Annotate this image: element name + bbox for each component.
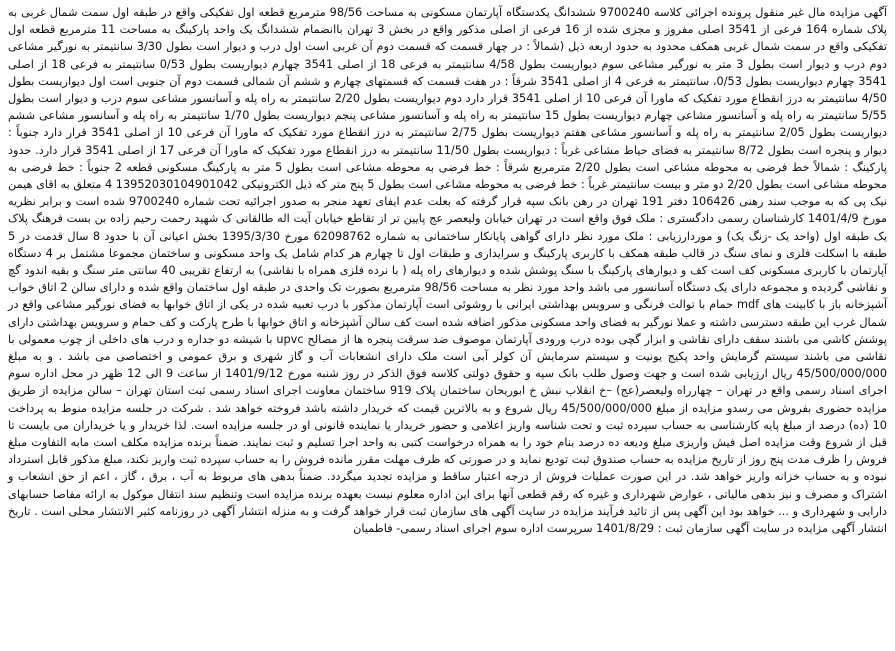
notice-body-text: آگهی مزایده مال غیر منقول پرونده اجرائی کلاسه 9700240 ششدانگ یکدستگاه آپارتمان مسکونی به مساحت 98/56 مترمربع قطعه اول تفکیکی واقع در طبقه اول سمت شمال غربی به پلاک شماره 164 فرعی از 3541 اصلی مفروز و مجزی شده از 16 فرعی از اصلی مذکور واقع در بخش 3 تهران باانضمام ششدانگ یک واحد پارکینگ به مساحت 11 مترمربع قطعه اول تفکیکی واقع در سمت شمال غربی همکف محدود به حدود اربعه ذیل (شمالاً : در چهار قسمت که قسمت دوم آن غربی است اول درب و دیوار است بطول 3/30 سانتیمتر به نورگیر مشاعی دوم درب و دیوار است بطول 3 متر به نورگیر مشاعی سوم دیواریست بطول 4/58 سانتیمتر به فرعی 18 از اصلی 3541 چهارم دیواریست بطول 0/53 سانتیمتر به فرعی 18 از اصلی 3541 چهارم دیواریست بطول 0/53، سانتیمتر به فرعی 4 از اصلی 3541 شرقاً : در هفت قسمت که قسمتهای چهارم و ششم آن شمالی قسمت دوم آن جنوبی است اول دیواریست بطول 4/50 سانتیمتر به درز انقطاع مورد تفکیک که ماورا آن فرعی 10 از اصلی 3541 قرار دارد دوم دیواریست بطول 2/20 سانتیمتر به راه پله و آسانسور مشاعی سوم درب و دیوار است بطول 5/55 سانتیمتر به راه پله و آسانسور مشاعی چهارم دیواریست بطول 15 سانتیمتر به راه پله و آسانسور مشاعی پنجم دیواریست بطول 1/70 سانتیمتر به راه پله و آسانسور مشاعی ششم دیواریست بطول 2/05 سانتیمتر به راه پله و آسانسور مشاعی هفتم دیواریست بطول 2/75 سانتیمتر به درز انقطاع مورد تفکیک که ماورا آن فرعی 10 از اصلی 3541 قرار دارد جنوباً : دیوار و پنجره است بطول 8/72 سانتیمتر به فضای حیاط مشاعی غرباً : دیواریست بطول 11/50 سانتیمتر به درز انقطاع مورد تفکیک که ماورا آن فرعی 17 از اصلی 3541 قرار دارد. حدود پارکینگ : شمالاً خط فرضی به محوطه مشاعی است بطول 2/20 مترمربع شرقاً : خط فرضی به محوطه مشاعی است بطول 5 متر به پارکینگ مسکونی قطعه 2 جنوباً : خط فرضی به محوطه مشاعی است بطول 2/20 دو متر و بیست سانتیمتر غرباً : خط فرضی به محوطه مشاعی است بطول 5 پنج متر که ذیل الکترونیکی 13952030104901042 4 متعلق به اقای هیمن نیک پی که به موجب سند رهنی 106426 دفتر 191 تهران در رهن بانک سپه قرار گرفته که بعلت عدم ایفای تعهد منجر به صدور اجرائیه تحت شماره 9700240 شده است و برابر نظریه مورخ 1401/4/9 کارشناسان رسمی دادگستری : ملک فوق واقع است در تهران خیابان ولیعصر عج پایین تر از تقاطع خیابان آیت اله طالقانی ک شهید رحمت رحیم زاده بن بست فرهنگ پلاک یک طبقه اول (واحد یک -زنگ یک) و موردارزیابی : ملک مورد نظر دارای گواهی پایانکار ساختمانی به شماره 62098762 مورخ 1395/3/30 بخش اعیانی آن با حدود 8 سال قدمت در 5 طبقه با اسکلت فلزی و نمای سنگ در قالب طبقه همکف با کاربری پارکینگ و سرایداری و طبقات اول تا چهارم هر کدام شامل یک واحد مسکونی و ساختمان مجموعا مشتمل بر 4 دستگاه آپارتمان با کاربری مسکونی کف است کف و دیوارهای پارکینگ با سنگ پوشش شده و دیوارهای راه پله ( با نرده فلزی همراه با نقاشی) به ارتفاع تقریبی 40 سانتی متر سنگ و بقیه اندود گچ و نقاشی گردیده و مجموعه دارای یک دستگاه آسانسور می باشد واحد مورد نظر به مساحت 98/56 مترمربع بصورت تک واحدی در طبقه اول ساختمان واقع شده و دارای سالن 2 اتاق خواب آشپزخانه باز با کابینت های mdf حمام با توالت فرنگی و سرویس بهداشتی ایرانی با روشوئی است آپارتمان مذکور با درب تعبیه شده در یکی از اتاق خوابها به فضای نورگیر مشاعی واقع در شمال غرب این طبقه دسترسی داشته و عملا نورگیر به فضای واحد مسکونی مذکور اضافه شده است کف سالن آشپزخانه و اتاق خوابها با طرح پارکت و کف حمام و سرویس بهداشتی دارای پوشش کاشی می باشند سقف دارای نقاشی و ابزار گچی بوده درب ورودی آپارتمان موصوف ضد سرقت پنجره ها از مصالح upvc با شیشه دو جداره و درب های داخلی از چوب معمولی با نقاشی می باشند سیستم گرمایش واحد پکیج یونیت و سیستم سرمایش آن کولر آبی است ملک دارای انشعابات آب و گاز شهری و برق عمومی و اختصاصی می باشد . و به مبلغ 45/500/000/000 ریال ارزیابی شده است و جهت وصول طلب بانک سپه و حقوق دولتی کلاسه فوق الذکر در روز شنبه مورخ 1401/9/12 از ساعت 9 الی 12 ظهر در محل اداره سوم اجرای اسناد رسمی واقع در تهران – چهارراه ولیعصر(عج) –خ انقلاب نبش خ ابوریحان ساختمان پلاک 919 ساختمان معاونت اجرای اسناد رسمی ثبت استان تهران – سالن مزایده از طریق مزایده حضوری بفروش می رسدو مزایده از مبلغ 45/500/000/000 ریال شروع و به بالاترین قیمت که خریدار داشته باشد فروخته خواهد شد . شرکت در جلسه مزایده منوط به پرداخت 10 (ده) درصد از مبلغ پایه کارشناسی به حساب سپرده ثبت و تحت شناسه واریز اعلامی و حضور خریدار یا نماینده قانونی او در جلسه مزایده است. لذا خریدار و یا خریداران می بایست تا قبل از شروع وقت مزایده اصل فیش واریزی مبلغ ودیعه ده درصد بنام خود را به همراه درخواست کتبی به واحد اجرا تسلیم و ثبت نمایند. ضمناً برنده مزایده مکلف است مابه التفاوت مبلغ فروش را ظرف مدت پنج روز از تاریخ مزایده به حساب صندوق ثبت تودیع نماید و در صورتی که ظرف مهلت مقرر مانده فروش را به حساب سپرده ثبت واریز نکند، مبلغ مذکور قابل استرداد نبوده و به حساب خزانه واریز خواهد شد. در این صورت عملیات فروش از درجه اعتبار ساقط و مزایده تجدید میگردد. ضمناً بدهی های مربوط به آب ، برق ، گاز ، اعم از حق انشعاب و اشتراک و مصرف و نیز بدهی مالیاتی ، عوارض شهرداری و غیره که رقم قطعی آنها برای این اداره معلوم نیست بعهده برنده مزایده است وتنظیم سند انتقال موکول به ارائه مفاصا حسابهای دارایی و شهرداری و ... خواهد بود این آگهی پس از تائید فرآیند مزایده در سایت آگهی های سازمان ثبت قرار خواهد گرفت و به منزله انتشار آگهی در روزنامه کثیر الانتشار محلی است . تاریخ انتشار آگهی مزایده در سایت آگهی سازمان ثبت : 1401/8/29 سرپرست اداره سوم اجرای اسناد رسمی- فاطمیان (8, 6, 888, 536)
